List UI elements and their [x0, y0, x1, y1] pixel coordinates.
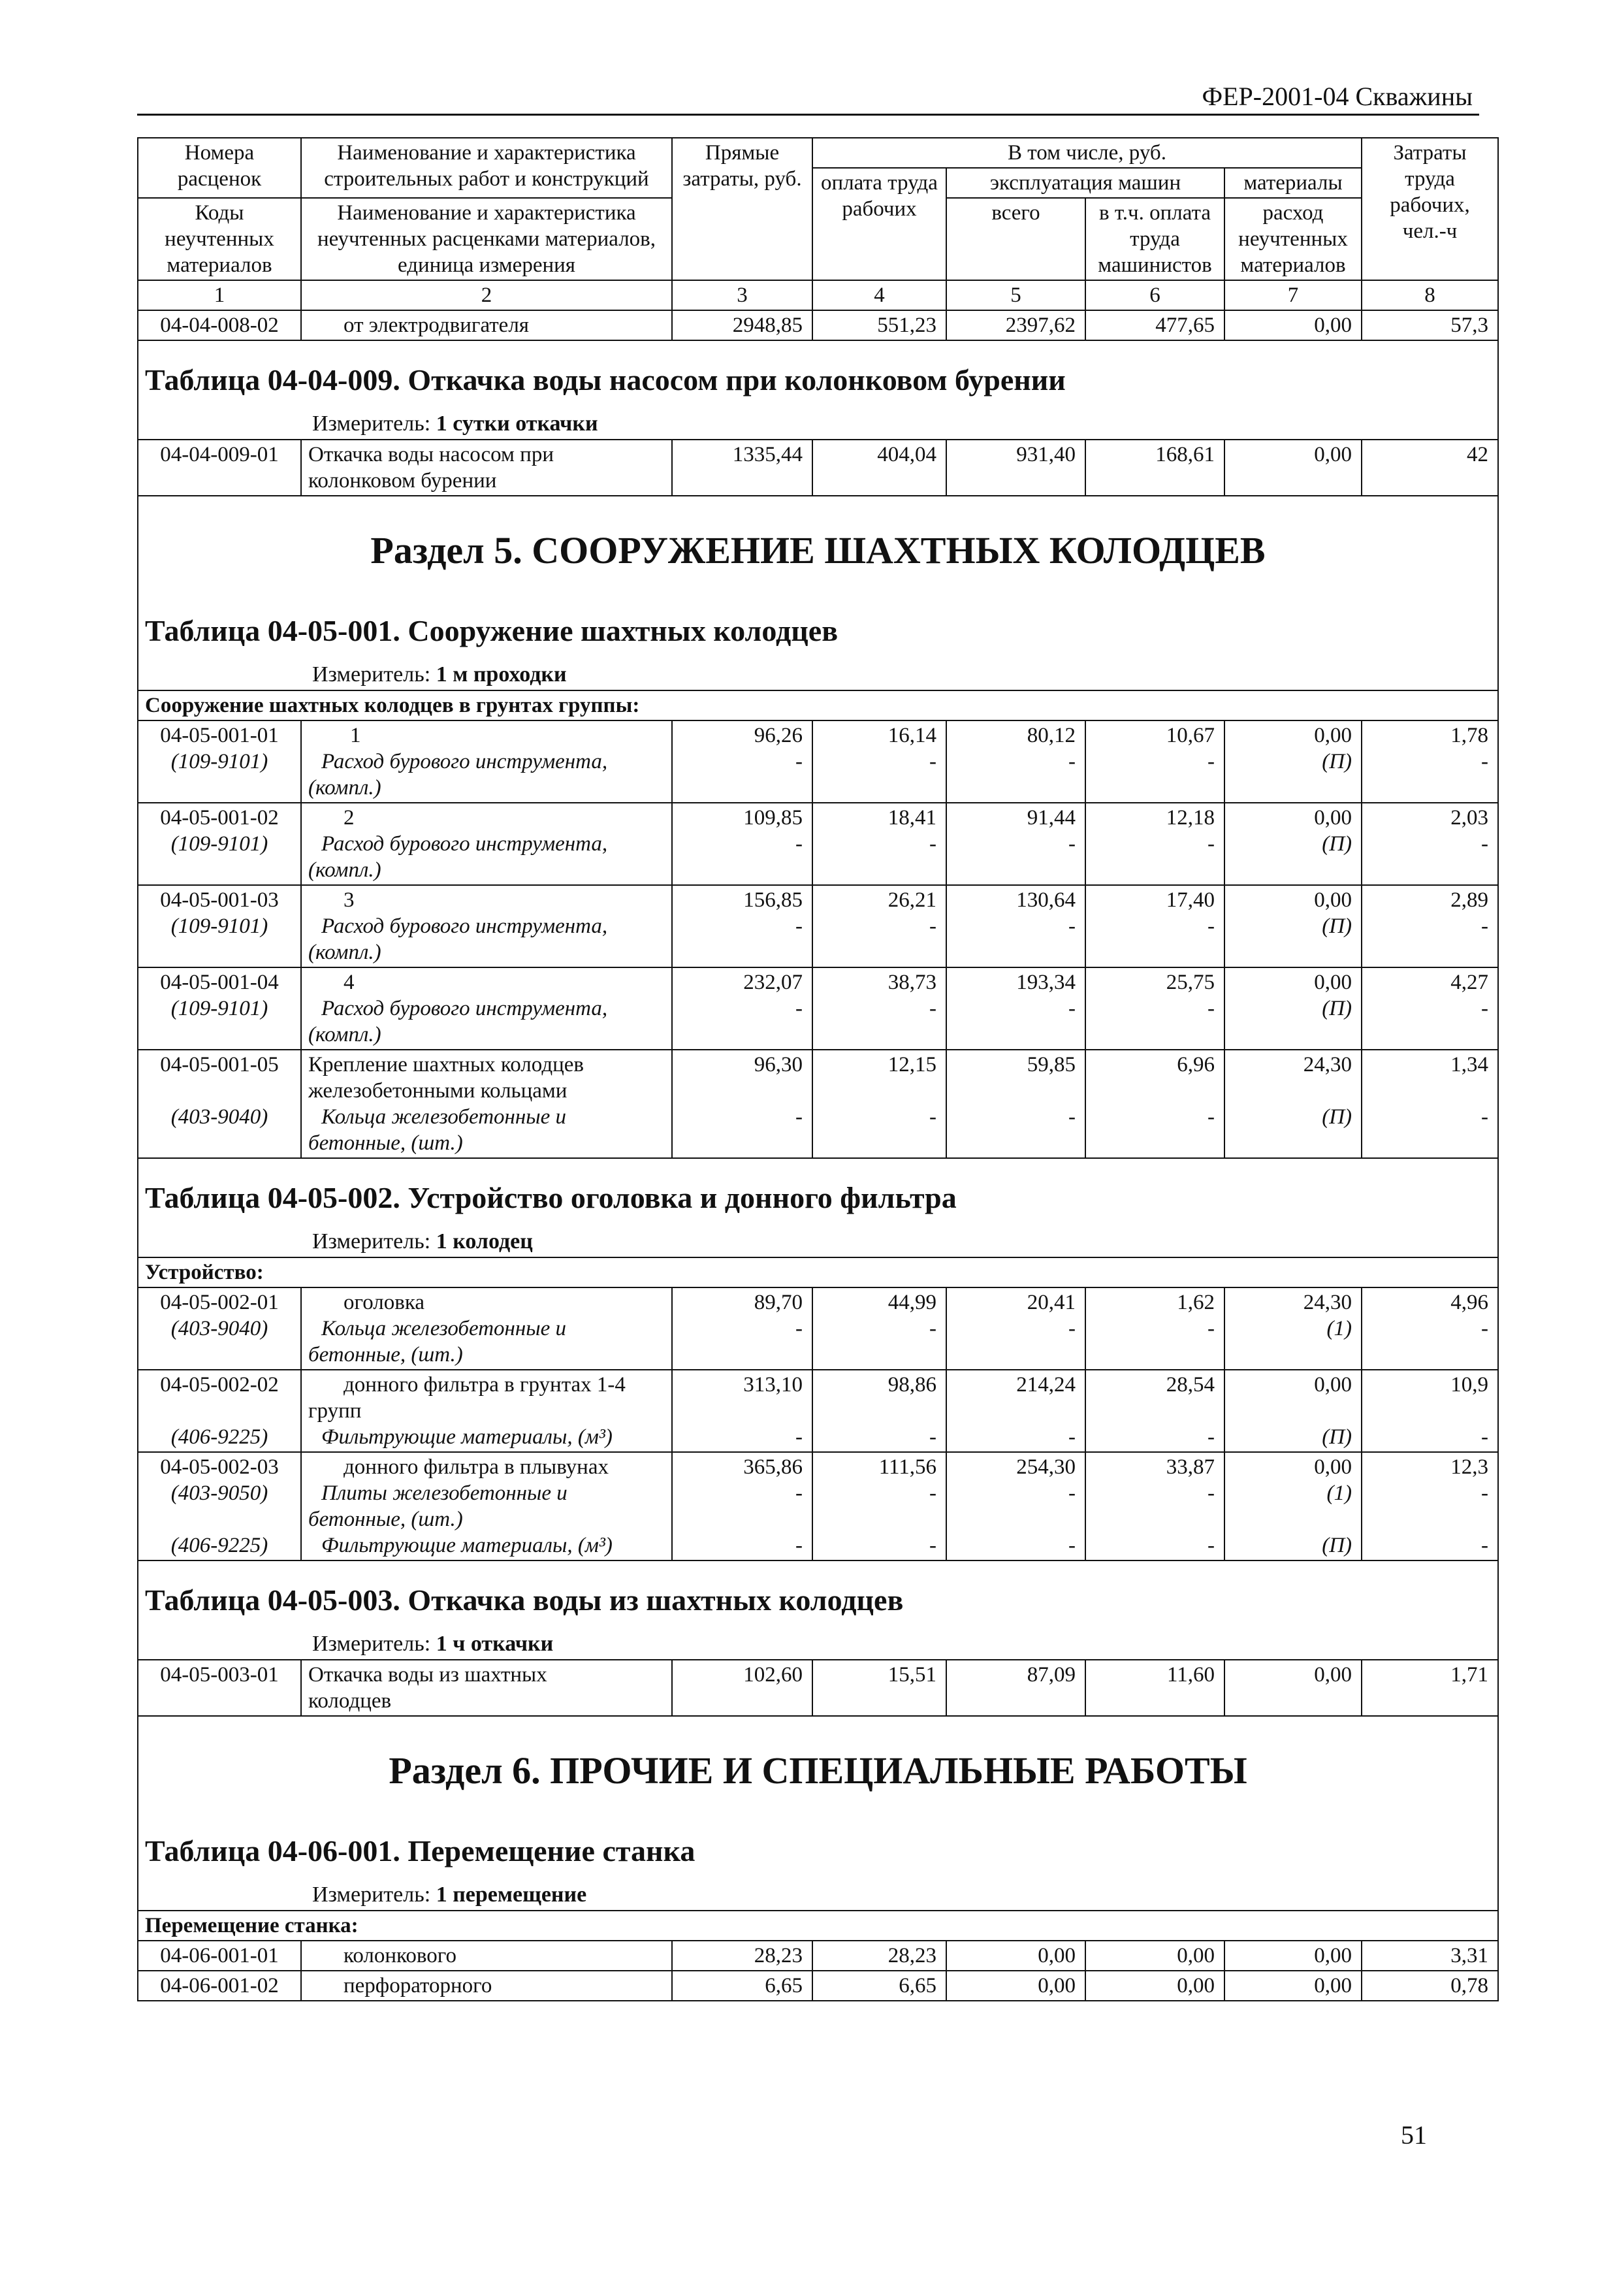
table-row: 04-05-001-03 (109-9101) 3 Расход бурового инструмента, (компл.) 156,85 - 26,21 - 130,64 - 17,40 - 0,00 (П) 2,89 - [138, 885, 1498, 967]
group-label: Перемещение станка: [138, 1911, 1498, 1941]
header-including: В том числе, руб. [812, 138, 1362, 168]
table-row: 04-05-001-01 (109-9101) 1 Расход бурового инструмента, (компл.) 96,26 - 16,14 - 80,12 - 10,67 - 0,00 (П) 1,78 - [138, 720, 1498, 803]
header-worker-pay: оплата труда рабочих [812, 168, 946, 280]
table-row: 04-05-003-01 Откачка воды из шахтных колодцев 102,60 15,51 87,09 11,60 0,00 1,71 [138, 1660, 1498, 1716]
page-number: 51 [1401, 2120, 1427, 2150]
table-header-row [138, 138, 1498, 168]
table-title: Таблица 04-04-009. Откачка воды насосом при колонковом бурении [145, 363, 1066, 396]
page-header [137, 77, 1479, 116]
section-title: Раздел 6. ПРОЧИЕ И СПЕЦИАЛЬНЫЕ РАБОТЫ [389, 1749, 1247, 1792]
measure-unit: Измеритель: 1 колодец [312, 1229, 533, 1253]
section-title: Раздел 5. СООРУЖЕНИЕ ШАХТНЫХ КОЛОДЦЕВ [370, 529, 1266, 572]
table-row: 04-06-001-01 колонкового 28,23 28,23 0,00 0,00 0,00 3,31 [138, 1941, 1498, 1971]
rates-table [137, 137, 1499, 2001]
document-code: ФЕР-2001-04 Скважины [1202, 82, 1473, 111]
table-row: 04-04-009-01 Откачка воды насосом при колонковом бурении 1335,44 404,04 931,40 168,61 0,00 42 [138, 440, 1498, 496]
header-work-name: Наименование и характеристика строительных работ и конструкций [301, 138, 672, 198]
group-label: Сооружение шахтных колодцев в грунтах группы: [138, 690, 1498, 720]
rates-sheet [137, 137, 1497, 2001]
header-direct-costs: Прямые затраты, руб. [672, 138, 812, 280]
header-materials: материалы [1224, 168, 1362, 198]
table-row: 04-05-002-03 (403-9050) (406-9225) донного фильтра в плывунах Плиты железобетонные и бетонные, (шт.) Фильтрующие материалы, (м³) 365,86 - - 111,56 - - 254,30 - - 33,87 - - 0,00 (1) (П) 12,3 - - [138, 1452, 1498, 1560]
group-label: Устройство: [138, 1257, 1498, 1287]
table-title: Таблица 04-06-001. Перемещение станка [145, 1834, 696, 1868]
column-numbers-row: 1 2 3 4 5 6 7 8 [138, 280, 1498, 310]
measure-unit: Измеритель: 1 сутки откачки [312, 412, 598, 436]
header-machines: эксплуатация машин [946, 168, 1224, 198]
header-material-codes: Коды неучтенных материалов [138, 198, 301, 280]
table-row: 04-04-008-02 от электродвигателя 2948,85 551,23 2397,62 477,65 0,00 57,3 [138, 310, 1498, 340]
measure-unit: Измеритель: 1 перемещение [312, 1883, 587, 1907]
table-row: 04-05-002-02 (406-9225) донного фильтра в грунтах 1-4 групп Фильтрующие материалы, (м³) 313,10 - 98,86 - 214,24 - 28,54 - 0,00 (П) 10,9 - [138, 1370, 1498, 1452]
header-machines-total: всего [946, 198, 1085, 280]
header-labor: Затраты труда рабочих, чел.-ч [1362, 138, 1498, 280]
table-row: 04-06-001-02 перфораторного 6,65 6,65 0,00 0,00 0,00 0,78 [138, 1971, 1498, 2001]
header-material-usage: расход неучтенных материалов [1224, 198, 1362, 280]
table-row: 04-05-001-04 (109-9101) 4 Расход бурового инструмента, (компл.) 232,07 - 38,73 - 193,34 - 25,75 - 0,00 (П) 4,27 - [138, 967, 1498, 1050]
header-rates: Номера расценок [138, 138, 301, 198]
table-row: 04-05-001-02 (109-9101) 2 Расход бурового инструмента, (компл.) 109,85 - 18,41 - 91,44 - 12,18 - 0,00 (П) 2,03 - [138, 803, 1498, 885]
table-title: Таблица 04-05-002. Устройство оголовка и донного фильтра [145, 1181, 957, 1214]
header-operator-pay: в т.ч. оплата труда машинистов [1085, 198, 1224, 280]
table-title: Таблица 04-05-001. Сооружение шахтных колодцев [145, 614, 839, 647]
table-title: Таблица 04-05-003. Откачка воды из шахтных колодцев [145, 1583, 904, 1617]
measure-unit: Измеритель: 1 м проходки [312, 662, 567, 687]
table-row: 04-05-001-05 (403-9040) Крепление шахтных колодцев железобетонными кольцами Кольца железобетонные и бетонные, (шт.) 96,30 - 12,15 - 59,85 - 6,96 - 24,30 (П) 1,34 - [138, 1050, 1498, 1158]
measure-unit: Измеритель: 1 ч откачки [312, 1632, 554, 1656]
table-row: 04-05-002-01 (403-9040) оголовка Кольца железобетонные и бетонные, (шт.) 89,70 - 44,99 - 20,41 - 1,62 - 24,30 (1) 4,96 - [138, 1287, 1498, 1370]
header-material-name: Наименование и характеристика неучтенных расценками материалов, единица измерения [301, 198, 672, 280]
